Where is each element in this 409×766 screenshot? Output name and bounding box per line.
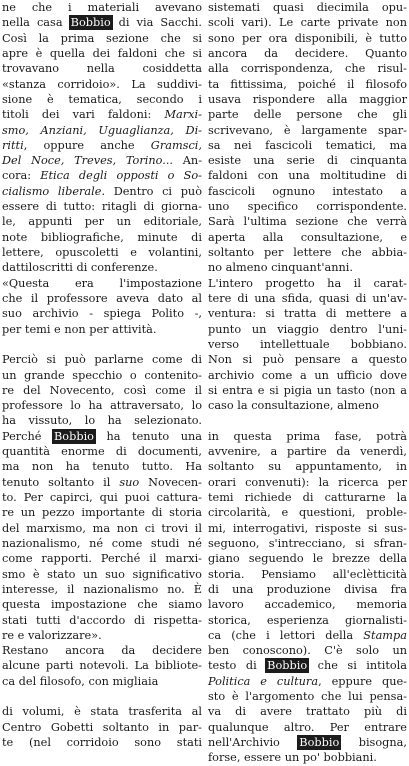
text-line: [208, 46, 407, 61]
text-line: [208, 230, 407, 245]
text-run: archivio come a un ufficio dove: [208, 368, 407, 382]
text-line: [2, 168, 202, 183]
text-line: [2, 704, 202, 719]
text-run: lettere, opuscoletti e volantini,: [2, 246, 202, 259]
text-run: verso intellettuale bobbiano.: [208, 337, 407, 351]
text-run: mi, interrogativi, risposte si sus-: [208, 521, 407, 535]
text-line: [2, 291, 202, 306]
text-run: va di avere trattato più di: [208, 705, 407, 719]
highlighted-term: Bobbio: [54, 429, 94, 443]
text-run: che il professore aveva dato al: [2, 291, 202, 305]
text-run: nell'Archivio: [208, 736, 299, 749]
text-run: smo è stato un suo significativo: [2, 567, 202, 581]
text-run: L'intero progetto ha il carat-: [208, 276, 407, 290]
text-run: ha vissuto, lo ha selezionato.: [2, 414, 202, 428]
text-line: [208, 199, 407, 214]
text-line: [2, 322, 202, 337]
text-line: [2, 720, 202, 735]
text-run: Perché: [2, 429, 53, 443]
text-run: sistemati quasi diecimila opu-: [208, 1, 407, 14]
text-line: [208, 689, 407, 704]
italic-text: ritti: [2, 138, 24, 152]
text-line: [208, 398, 407, 413]
text-line: [208, 750, 407, 765]
text-line: [208, 31, 407, 46]
text-line: [208, 735, 407, 750]
text-run: alla corrispondenza, che risul-: [208, 62, 407, 76]
text-run: esiste una serie di cinquanta: [208, 154, 407, 168]
text-line: [208, 444, 407, 459]
article-column-left: [2, 0, 202, 750]
text-line: [208, 582, 407, 597]
text-line: [208, 214, 407, 229]
text-run: per temi e non per attività.: [2, 322, 157, 336]
text-line: [208, 291, 407, 306]
text-run: scrivevano, è largamente spar-: [208, 123, 407, 137]
text-line: [208, 597, 407, 612]
text-run: apre è quella dei faldoni che si: [2, 46, 202, 60]
text-line: [2, 61, 202, 76]
text-run: quantità enorme di documenti,: [2, 445, 202, 459]
text-line: [2, 245, 202, 260]
text-line: [208, 475, 407, 490]
text-run: fascicoli ognuno intestato a: [208, 184, 407, 198]
text-run: un grande specchio o contenito-: [2, 368, 202, 382]
text-run: temi richiede di catturarne la: [208, 491, 407, 504]
text-run: forse, essere un po' bobbiani.: [208, 751, 377, 765]
text-line: [2, 582, 202, 597]
text-run: ben conoscono). C'è solo un: [208, 644, 407, 658]
text-run: re e valorizzare».: [2, 628, 102, 642]
text-line: [2, 368, 202, 383]
text-run: cora:: [2, 169, 41, 183]
text-run: scoli vari). Le carte private non: [208, 16, 407, 30]
text-line: [208, 15, 407, 30]
text-run: soltanto per lettere che abbia-: [208, 246, 407, 259]
text-run: qualunque altro. Per entrare: [208, 720, 407, 734]
text-line: [208, 260, 407, 275]
text-run: to. Per capirci, qui puoi cattura-: [2, 491, 202, 504]
text-run: Restano ancora da decidere: [2, 644, 202, 658]
italic-text: Stampa: [363, 628, 407, 642]
text-line: [2, 92, 202, 107]
text-line: [2, 184, 202, 199]
text-line: [2, 15, 202, 30]
text-line: [2, 153, 202, 168]
text-run: alcune parti notevoli. La bibliote-: [2, 659, 202, 673]
text-run: suo archivio - spiega Polito -,: [2, 307, 202, 321]
text-line: [2, 567, 202, 582]
text-line: [208, 352, 407, 367]
paragraph-gap: [2, 337, 202, 352]
text-run: «stanza corridoio». La suddivi-: [2, 77, 202, 91]
text-run: si entra e si pigia un tasto (non a: [208, 383, 407, 397]
text-run: questa impostazione che siamo: [2, 598, 202, 612]
text-run: di via Sacchi.: [111, 16, 202, 30]
text-line: [208, 567, 407, 582]
text-run: «Questa era l'impostazione: [2, 276, 202, 290]
text-line: [2, 0, 202, 15]
text-line: [208, 0, 407, 15]
text-line: [208, 77, 407, 92]
text-run: sono per ora disponibili, è tutto: [208, 31, 407, 45]
text-run: circolarità, e questioni, proble-: [208, 506, 407, 520]
text-line: [2, 383, 202, 398]
text-line: [2, 643, 202, 658]
text-run: faldoni con una moltitudine di: [208, 169, 407, 183]
text-run: sione è tematica, secondo i: [2, 92, 202, 106]
text-line: [208, 276, 407, 291]
text-run: giano seguendo le brezze della: [208, 552, 407, 566]
text-line: [208, 245, 407, 260]
text-run: ma non ha tenuto tutto. Ha: [2, 460, 202, 474]
text-line: [208, 383, 407, 398]
text-run: ha tenuto una: [94, 429, 202, 443]
text-line: [2, 597, 202, 612]
text-run: , oppure anche: [23, 138, 151, 152]
text-line: [2, 413, 202, 428]
text-line: [208, 153, 407, 168]
italic-text: Politica e cultura: [208, 674, 319, 688]
text-run: di una produzione divisa fra: [208, 582, 407, 596]
text-line: [208, 306, 407, 321]
text-line: [2, 214, 202, 229]
text-run: caso la consultazione, almeno: [208, 399, 379, 413]
text-line: [2, 77, 202, 92]
text-line: [2, 123, 202, 138]
text-run: Così la prima sezione che si: [2, 31, 202, 45]
text-line: [2, 674, 202, 689]
text-run: An-: [173, 154, 203, 168]
text-line: [208, 107, 407, 122]
text-run: te (nel corridoio sono stati: [2, 736, 202, 749]
text-line: [208, 643, 407, 658]
text-line: [2, 475, 202, 490]
italic-text: Etica degli opposti o So-: [40, 169, 203, 183]
text-run: trovavano nella cosiddetta: [2, 62, 202, 76]
text-line: [2, 459, 202, 474]
italic-text: Marxi-: [164, 108, 202, 122]
text-run: dattiloscritti di conferenze.: [2, 261, 158, 275]
text-run: ca del filosofo, con migliaia: [2, 674, 159, 688]
text-run: note bibliografiche, minute di: [2, 230, 202, 244]
text-run: parte delle persone che gli: [208, 108, 407, 122]
text-line: [208, 138, 407, 153]
text-line: [2, 429, 202, 444]
text-run: avvenire, a partire da venerdì,: [208, 445, 407, 459]
text-run: re del Novecento, così come il: [2, 383, 202, 397]
text-line: [208, 123, 407, 138]
text-run: nazionalismo, né come studi né: [2, 536, 202, 550]
paragraph-gap: [208, 413, 407, 428]
text-run: Novecen-: [139, 475, 202, 489]
text-run: ca (che i lettori della: [208, 628, 364, 642]
text-line: [208, 521, 407, 536]
text-line: [208, 429, 407, 444]
text-line: [208, 704, 407, 719]
text-line: [2, 735, 202, 750]
text-run: aperta alla consultazione, e: [208, 230, 407, 244]
text-line: [2, 613, 202, 628]
text-line: [2, 199, 202, 214]
text-line: [2, 352, 202, 367]
text-run: ne che i materiali avevano: [2, 1, 202, 14]
text-run: uno specifico corrispondente.: [208, 200, 407, 214]
text-run: , eppure que-: [318, 674, 407, 688]
text-line: [208, 184, 407, 199]
text-run: Perciò si può parlarne come di: [2, 353, 202, 367]
text-line: [2, 444, 202, 459]
text-line: [2, 46, 202, 61]
text-run: orari convenuti): la ricerca per: [208, 475, 407, 489]
text-line: [2, 658, 202, 673]
text-run: seguono, s'intrecciano, si sfran-: [208, 536, 407, 550]
text-line: [2, 31, 202, 46]
text-run: che si intitola: [308, 659, 408, 673]
text-line: [2, 536, 202, 551]
text-line: [2, 628, 202, 643]
text-line: [208, 505, 407, 520]
text-run: no almeno cinquant'anni.: [208, 261, 353, 275]
highlighted-term: Bobbio: [70, 16, 111, 30]
italic-text: smo, Anziani, Uguaglianza, Di-: [2, 123, 202, 137]
text-line: [208, 168, 407, 183]
text-line: [2, 260, 202, 275]
text-run: . Dentro ci può: [101, 184, 203, 198]
text-run: testo di: [208, 659, 267, 673]
text-line: [2, 398, 202, 413]
text-run: tenuto soltanto il: [2, 475, 120, 489]
text-run: sto è l'argomento che lui pensa-: [208, 690, 407, 704]
highlighted-term: Bobbio: [267, 659, 308, 673]
text-line: [208, 61, 407, 76]
italic-text: Gramsci,: [150, 138, 202, 152]
highlighted-term: Bobbio: [299, 736, 340, 749]
text-run: ancora da decidere. Quanto: [208, 46, 407, 60]
text-run: storia. Pensiamo all'eclètticità: [208, 567, 407, 581]
text-line: [208, 551, 407, 566]
text-line: [2, 230, 202, 245]
text-line: [2, 490, 202, 505]
text-line: [2, 276, 202, 291]
text-line: [208, 322, 407, 337]
text-line: [2, 138, 202, 153]
text-line: [2, 551, 202, 566]
text-run: di volumi, è stata trasferita al: [2, 705, 202, 719]
text-line: [2, 505, 202, 520]
text-line: [208, 658, 407, 673]
text-run: lavoro accademico, memoria: [208, 598, 407, 612]
text-run: tere di una sfida, quasi di un'av-: [208, 291, 407, 305]
text-run: come rapporti. Perché il marxi-: [2, 552, 202, 566]
italic-text: suo: [119, 475, 140, 489]
text-run: le, appunti per un editoriale,: [2, 215, 202, 229]
text-run: sa nei fascicoli tematici, ma: [208, 138, 407, 152]
text-run: bisogna,: [340, 736, 407, 749]
paragraph-gap: [2, 689, 202, 704]
italic-text: cialismo liberale: [2, 184, 102, 198]
text-run: stati tutti d'accordo di rispetta-: [2, 613, 202, 627]
text-line: [208, 490, 407, 505]
article-column-right: [208, 0, 407, 766]
text-line: [2, 306, 202, 321]
text-run: del marxismo, ma non ci trovi il: [2, 521, 202, 535]
text-run: ventura: si tratta di mettere a: [208, 307, 407, 321]
text-run: nella casa: [2, 16, 70, 30]
text-line: [208, 337, 407, 352]
italic-text: Del Noce, Treves, Torino...: [2, 154, 174, 168]
text-line: [208, 536, 407, 551]
text-line: [208, 92, 407, 107]
text-line: [208, 628, 407, 643]
text-line: [208, 459, 407, 474]
text-line: [208, 368, 407, 383]
text-line: [208, 613, 407, 628]
text-run: soltanto su appuntamento, in: [208, 460, 407, 474]
text-run: professore lo ha attraversato, lo: [2, 399, 202, 413]
text-run: Centro Gobetti soltanto in par-: [2, 720, 202, 734]
text-run: punto un viaggio dentro l'uni-: [208, 322, 407, 336]
text-run: essere di tutto: ritagli di giorna-: [2, 200, 202, 214]
text-run: in questa prima fase, potrà: [208, 429, 407, 443]
text-run: storica, esperienza giornalisti-: [208, 613, 407, 627]
text-run: interesse, il nazionalismo no. È: [2, 582, 202, 596]
text-line: [208, 674, 407, 689]
text-line: [2, 521, 202, 536]
text-line: [2, 107, 202, 122]
text-run: Sarà l'ultima sezione che verrà: [208, 215, 407, 229]
text-run: titoli dei vari faldoni:: [2, 108, 165, 122]
text-run: Non si può pensare a questo: [208, 353, 407, 367]
text-run: re un pezzo importante di storia: [2, 506, 202, 520]
text-run: ta fittissima, poiché il filosofo: [208, 77, 407, 91]
text-run: usava rispondere alla maggior: [208, 92, 407, 106]
text-line: [208, 720, 407, 735]
